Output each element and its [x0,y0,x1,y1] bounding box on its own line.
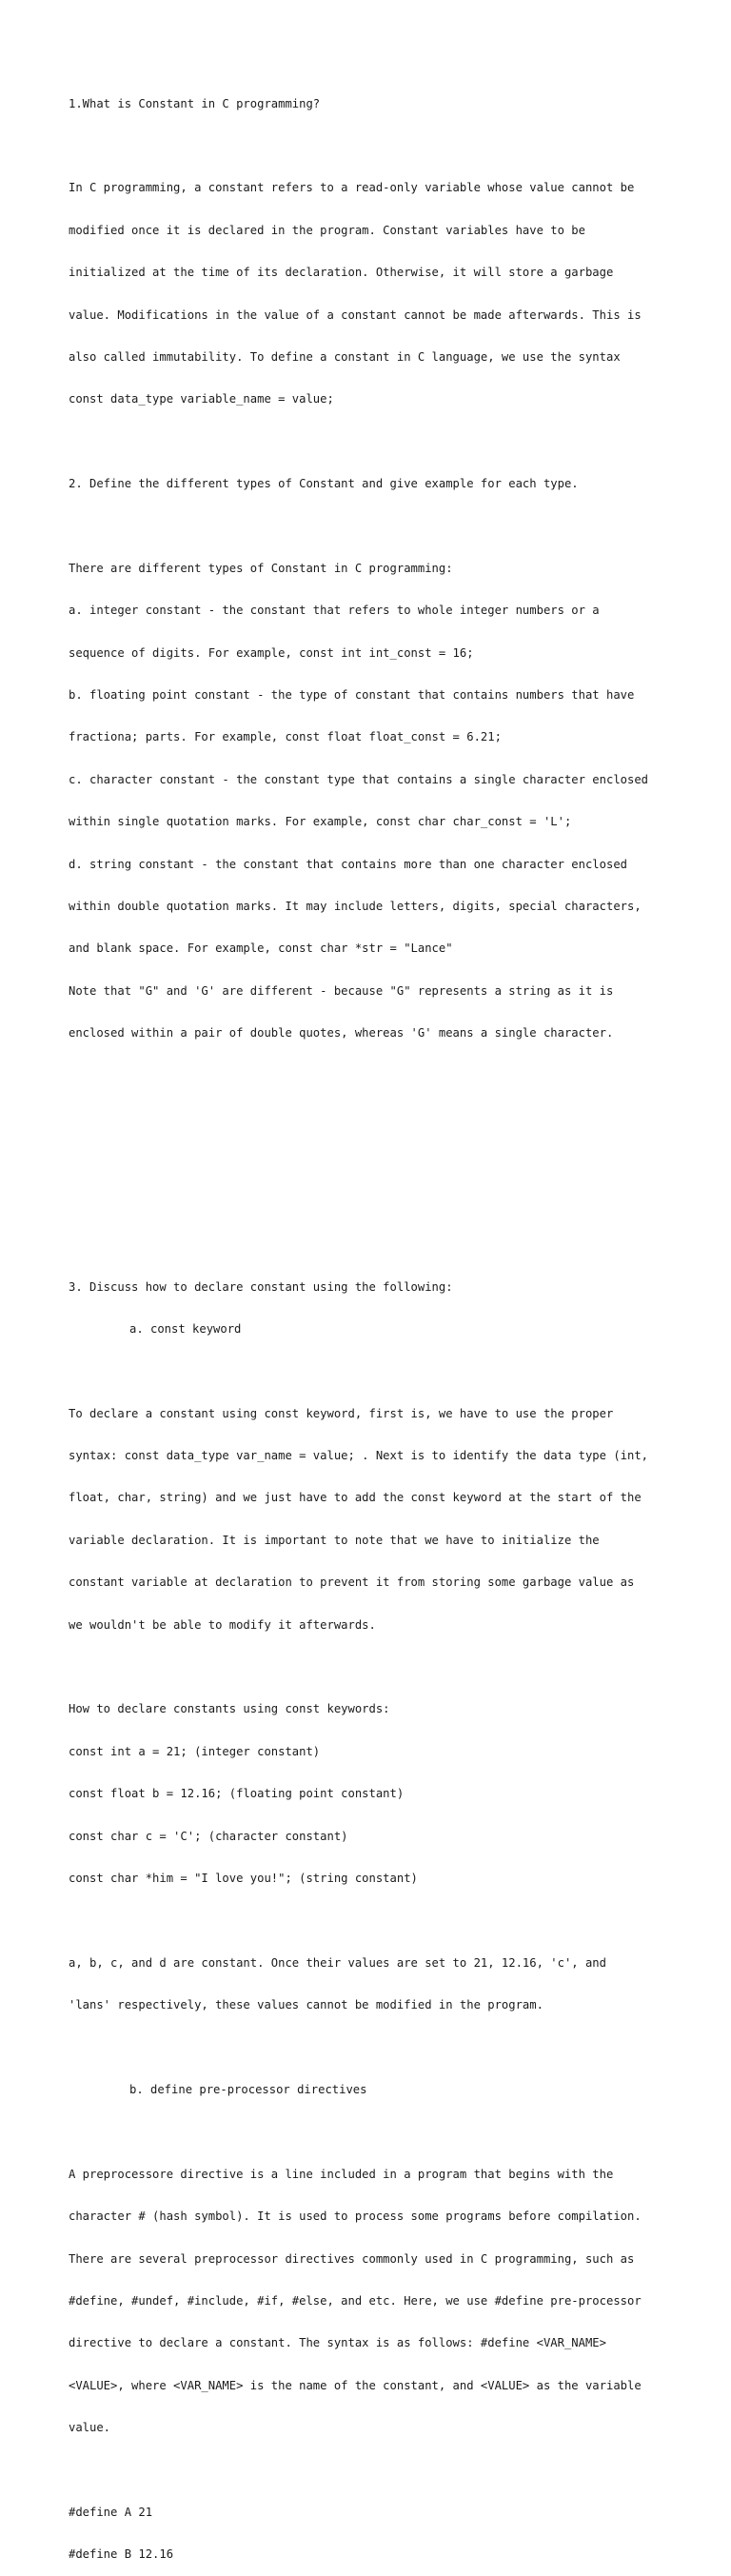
paragraph-line: within double quotation marks. It may include letters, digits, special characters, [69,900,642,914]
blank-line [69,139,668,153]
paragraph-line: we wouldn't be able to modify it afterwards. [69,1617,376,1632]
paragraph-line: directive to declare a constant. The syntax is as follows: #define <VAR_NAME> [69,2336,606,2350]
subheading-define-directives: b. define pre-processor directives [129,2082,367,2096]
paragraph-line: character # (hash symbol). It is used to process some programs before compilation. [69,2209,642,2224]
paragraph-line: and blank space. For example, const char *str = "Lance" [69,941,453,956]
paragraph-line: 'lans' respectively, these values cannot be modified in the program. [69,1998,543,2012]
paragraph-line: In C programming, a constant refers to a read-only variable whose value cannot be [69,181,635,195]
blank-line [69,1364,668,1378]
paragraph-line: d. string constant - the constant that contains more than one character enclosed [69,857,627,871]
paragraph-line: A preprocessore directive is a line included in a program that begins with the [69,2167,614,2181]
blank-line [69,435,668,449]
subheading-const-keyword: a. const keyword [129,1321,242,1336]
paragraph-line: a. integer constant - the constant that refers to whole integer numbers or a [69,604,600,618]
blank-line [69,520,668,534]
paragraph-line: c. character constant - the constant type that contains a single character enclosed [69,772,649,786]
paragraph-line: #define, #undef, #include, #if, #else, and etc. Here, we use #define pre-processor [69,2293,642,2308]
question-3-heading: 3. Discuss how to declare constant using the following: [69,1279,453,1294]
paragraph-line: enclosed within a pair of double quotes, whereas 'G' means a single character. [69,1026,614,1040]
blank-line [69,1660,668,1674]
question-1-heading: 1.What is Constant in C programming? [69,96,321,110]
blank-line [69,1196,668,1210]
code-line: const char c = 'C'; (character constant) [69,1829,348,1843]
blank-line [69,2125,668,2139]
paragraph-line: initialized at the time of its declaration. Otherwise, it will store a garbage [69,266,614,280]
paragraph-line: Note that "G" and 'G' are different - because "G" represents a string as it is [69,983,614,998]
paragraph-line: const data_type variable_name = value; [69,392,334,406]
blank-line [69,1111,668,1125]
code-line: #define A 21 [69,2505,153,2519]
blank-line [69,1913,668,1928]
paragraph-line: fractiona; parts. For example, const float float_const = 6.21; [69,730,502,744]
blank-line [69,1238,668,1252]
paragraph-line: There are several preprocessor directives commonly used in C programming, such as [69,2251,635,2266]
paragraph-line: value. Modifications in the value of a constant cannot be made afterwards. This is [69,307,642,322]
paragraph-line: b. floating point constant - the type of constant that contains numbers that have [69,688,635,703]
paragraph-line: To declare a constant using const keyword, first is, we have to use the proper [69,1406,614,1420]
blank-line [69,1069,668,1083]
paragraph-line: variable declaration. It is important to note that we have to initialize the [69,1533,600,1547]
paragraph-line: also called immutability. To define a constant in C language, we use the syntax [69,349,621,364]
question-2-heading: 2. Define the different types of Constant and give example for each type. [69,477,579,491]
paragraph-line: <VALUE>, where <VAR_NAME> is the name of the constant, and <VALUE> as the variable [69,2378,642,2392]
paragraph-line: modified once it is declared in the program. Constant variables have to be [69,223,585,237]
paragraph-line: constant variable at declaration to prevent it from storing some garbage value as [69,1575,635,1590]
document-body [69,69,668,2576]
paragraph-line: a, b, c, and d are constant. Once their values are set to 21, 12.16, 'c', and [69,1955,606,1970]
paragraph-line: syntax: const data_type var_name = value; . Next is to identify the data type (int, [69,1449,649,1463]
paragraph-line: sequence of digits. For example, const int int_const = 16; [69,645,474,660]
code-line: const char *him = "I love you!"; (string constant) [69,1872,418,1885]
blank-line [69,2041,668,2055]
paragraph-line: How to declare constants using const keywords: [69,1702,390,1716]
paragraph-line: There are different types of Constant in C programming: [69,561,453,575]
code-line: #define B 12.16 [69,2547,174,2562]
code-line: const float b = 12.16; (floating point constant) [69,1787,405,1801]
blank-line [69,1153,668,1167]
paragraph-line: float, char, string) and we just have to add the const keyword at the start of the [69,1491,642,1505]
paragraph-line: within single quotation marks. For example, const char char_const = 'L'; [69,815,572,829]
paragraph-line: value. [69,2421,111,2435]
code-line: const int a = 21; (integer constant) [69,1744,321,1758]
blank-line [69,2463,668,2477]
